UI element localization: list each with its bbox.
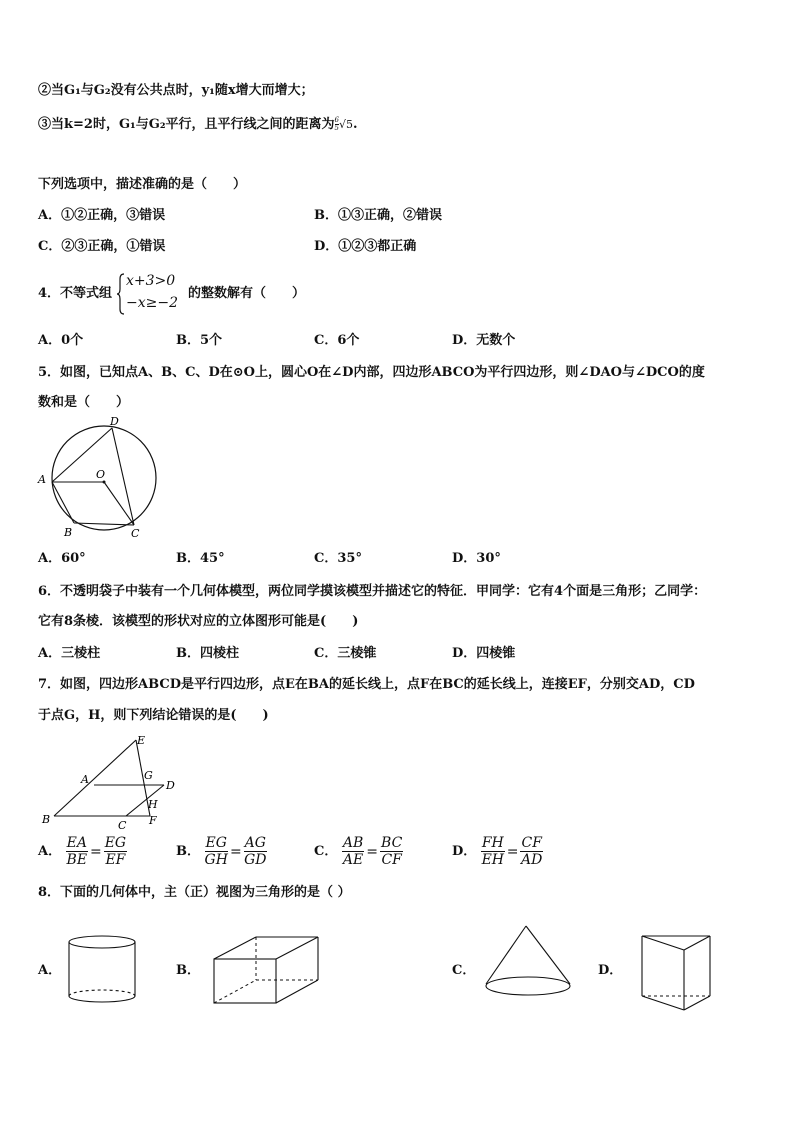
q7-option-d-letter: D． <box>452 844 477 859</box>
q7-option-c[interactable] <box>314 835 403 868</box>
label-f: F <box>149 814 157 827</box>
q5-option-c[interactable]: C．35° <box>314 551 362 566</box>
q7-b-right-fraction: $\frac{AG}{GD}$ <box>244 835 267 868</box>
q4-ineq-2: −x≥−2 <box>126 295 178 311</box>
label-b: B <box>42 813 51 826</box>
q7-d-right-fraction: $\frac{CF}{AD}$ <box>521 835 543 868</box>
q7-c-left-fraction: $\frac{AB}{AE}$ <box>342 835 364 868</box>
q8-option-a[interactable]: A． <box>38 963 62 978</box>
segment-dc <box>112 428 134 525</box>
cylinder-icon <box>62 932 142 1012</box>
q6-option-b[interactable]: B．四棱柱 <box>176 646 239 661</box>
q7-c-right-fraction: $\frac{BC}{CF}$ <box>381 835 403 868</box>
q7-option-a[interactable] <box>38 835 127 868</box>
q5-option-a[interactable]: A．60° <box>38 551 86 566</box>
q8-option-c[interactable]: C． <box>452 963 476 978</box>
q4-option-b[interactable]: B．5个 <box>176 333 223 348</box>
q4-prefix: 4．不等式组 <box>38 286 113 301</box>
q7-a-right-fraction: $\frac{EG}{EF}$ <box>104 835 127 868</box>
q7-option-b-letter: B． <box>176 844 200 859</box>
q4-option-c[interactable]: C．6个 <box>314 333 360 348</box>
statement-3 <box>38 116 358 134</box>
q7-d-left-fraction: $\frac{FH}{EH}$ <box>481 835 504 868</box>
q8-stem: 8．下面的几何体中，主（正）视图为三角形的是（ ） <box>38 885 351 900</box>
label-c: C <box>131 527 140 540</box>
q7-parallelogram-figure <box>40 732 190 832</box>
distance-radical: √5 <box>339 118 354 131</box>
q4-suffix: 的整数解有（ ） <box>188 286 306 301</box>
segment-bc <box>74 523 134 525</box>
q4-ineq-1: x+3>0 <box>126 273 176 289</box>
q5-stem-line2: 数和是（ ） <box>38 395 130 410</box>
q7-option-b[interactable] <box>176 835 267 868</box>
q3-option-d[interactable]: D．①②③都正确 <box>314 239 417 254</box>
equals-sign: = <box>229 843 242 860</box>
equals-sign: = <box>89 843 102 860</box>
triangular-prism-icon <box>636 926 726 1016</box>
q7-option-d[interactable] <box>452 835 543 868</box>
q3-option-a[interactable]: A．①②正确，③错误 <box>38 208 166 223</box>
equals-sign: = <box>366 843 379 860</box>
cone-icon <box>480 922 580 1002</box>
q7-option-a-letter: A． <box>38 844 62 859</box>
label-d: D <box>110 415 119 428</box>
q4-inequality-system <box>116 272 186 316</box>
q4-option-a[interactable]: A．0个 <box>38 333 84 348</box>
q6-stem-line1: 6．不透明袋子中装有一个几何体模型，两位同学摸该模型并描述它的特征．甲同学：它有4个面是三角形；乙同学： <box>38 584 707 599</box>
segment-ab <box>52 482 74 523</box>
label-h: H <box>148 798 158 811</box>
q5-circle-figure <box>34 415 164 545</box>
q7-a-left-fraction: $\frac{EA}{BE}$ <box>66 835 88 868</box>
cuboid-icon <box>208 932 328 1012</box>
label-d: D <box>166 779 175 792</box>
q4-option-d[interactable]: D．无数个 <box>452 333 516 348</box>
q6-option-d[interactable]: D．四棱锥 <box>452 646 516 661</box>
statement-3-end: . <box>353 117 358 132</box>
q7-b-left-fraction: $\frac{EG}{GH}$ <box>204 835 228 868</box>
q5-stem-line1: 5．如图，已知点A、B、C、D在⊙O上，圆心O在∠D内部，四边形ABCO为平行四边形，则∠DAO与∠DCO的度 <box>38 365 705 380</box>
q7-stem-line2: 于点G，H，则下列结论错误的是( ) <box>38 708 269 723</box>
q8-option-b[interactable]: B． <box>176 963 200 978</box>
q6-option-c[interactable]: C．三棱锥 <box>314 646 377 661</box>
q6-stem-line2: 它有8条棱．该模型的形状对应的立体图形可能是( ) <box>38 614 359 629</box>
statement-2: ②当G₁与G₂没有公共点时，y₁随x增大而增大； <box>38 83 314 98</box>
q5-option-b[interactable]: B．45° <box>176 551 225 566</box>
label-o: O <box>96 468 106 481</box>
q6-option-a[interactable]: A．三棱柱 <box>38 646 101 661</box>
label-b: B <box>64 526 73 539</box>
q3-stem: 下列选项中，描述准确的是（ ） <box>38 177 247 192</box>
segment-be <box>54 740 136 816</box>
distance-fraction: $\frac{6}{5}$ <box>334 116 340 132</box>
label-e: E <box>137 734 146 747</box>
q7-stem-line1: 7．如图，四边形ABCD是平行四边形，点E在BA的延长线上，点F在BC的延长线上，连接EF，分别交AD，CD <box>38 677 695 692</box>
statement-3-text: ③当k=2时，G₁与G₂平行，且平行线之间的距离为 <box>38 117 335 132</box>
label-g: G <box>144 769 153 782</box>
equals-sign: = <box>506 843 519 860</box>
label-a: A <box>81 773 89 786</box>
q3-option-c[interactable]: C．②③正确，①错误 <box>38 239 166 254</box>
label-a: A <box>38 473 46 486</box>
q5-option-d[interactable]: D．30° <box>452 551 501 566</box>
q3-option-b[interactable]: B．①③正确，②错误 <box>314 208 442 223</box>
q8-option-d[interactable]: D． <box>598 963 623 978</box>
q7-option-c-letter: C． <box>314 844 338 859</box>
label-c: C <box>118 819 127 832</box>
